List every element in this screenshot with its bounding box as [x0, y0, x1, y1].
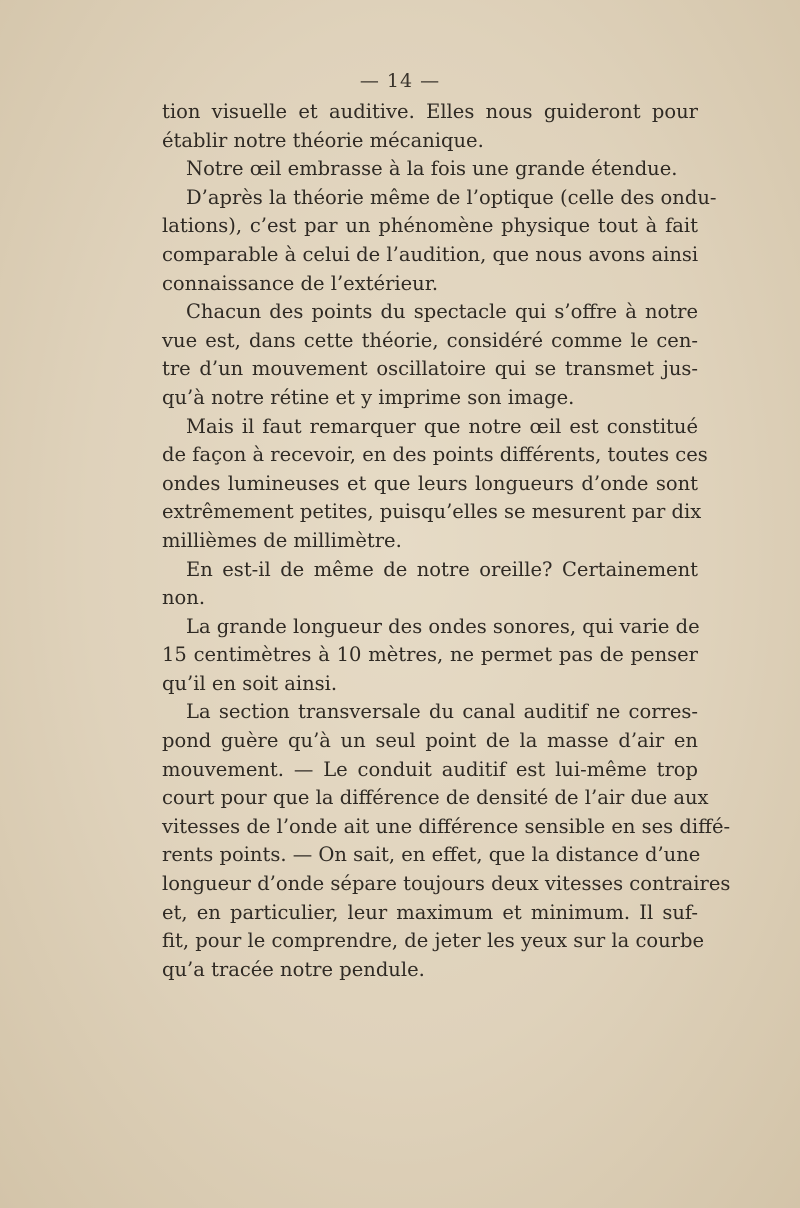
body-text	[162, 98, 731, 984]
text-line: longueur d’onde sépare toujours deux vitesses contraires	[162, 872, 731, 896]
text-line: 15 centimètres à 10 mètres, ne permet pas de penser	[162, 643, 698, 667]
text-line: La section transversale du canal auditif ne corres-	[186, 700, 698, 724]
text-line: pond guère qu’à un seul point de la masse d’air en	[162, 729, 698, 753]
text-line: Mais il faut remarquer que notre œil est constitué	[186, 414, 698, 438]
text-line: qu’a tracée notre pendule.	[162, 957, 425, 981]
text-line: comparable à celui de l’audition, que nous avons ainsi	[162, 242, 699, 266]
text-line: ondes lumineuses et que leurs longueurs d’onde sont	[162, 471, 698, 495]
text-line: La grande longueur des ondes sonores, qui varie de	[186, 614, 700, 638]
text-line: D’après la théorie même de l’optique (celle des ondu-	[186, 185, 717, 209]
text-line: Notre œil embrasse à la fois une grande étendue.	[186, 157, 678, 181]
text-line: rents points. — On sait, en effet, que la distance d’une	[162, 843, 701, 867]
text-line: vue est, dans cette théorie, considéré comme le cen-	[162, 328, 698, 352]
text-line: extrêmement petites, puisqu’elles se mesurent par dix	[162, 500, 702, 524]
page-number: — 14 —	[359, 70, 441, 92]
text-line: tre d’un mouvement oscillatoire qui se transmet jus-	[162, 357, 698, 381]
text-line: fit, pour le comprendre, de jeter les yeux sur la courbe	[162, 929, 705, 953]
text-line: vitesses de l’onde ait une différence sensible en ses diffé-	[162, 814, 731, 838]
text-line: qu’à notre rétine et y imprime son image.	[162, 385, 575, 409]
text-line: En est-il de même de notre oreille? Certainement	[186, 557, 698, 581]
text-line: non.	[162, 586, 206, 610]
text-line: lations), c’est par un phénomène physique tout à fait	[162, 214, 698, 238]
text-line: court pour que la différence de densité de l’air due aux	[162, 786, 709, 810]
text-line: connaissance de l’extérieur.	[162, 271, 439, 295]
text-line: de façon à recevoir, en des points différents, toutes ces	[162, 443, 708, 467]
text-line: qu’il en soit ainsi.	[162, 671, 338, 695]
text-line: établir notre théorie mécanique.	[162, 128, 484, 152]
text-line: tion visuelle et auditive. Elles nous guideront pour	[162, 100, 698, 123]
text-line: et, en particulier, leur maximum et minimum. Il suf-	[162, 900, 698, 924]
text-line: millièmes de millimètre.	[162, 528, 402, 552]
text-line: mouvement. — Le conduit auditif est lui-même trop	[162, 757, 698, 781]
text-line: Chacun des points du spectacle qui s’offre à notre	[186, 300, 698, 324]
